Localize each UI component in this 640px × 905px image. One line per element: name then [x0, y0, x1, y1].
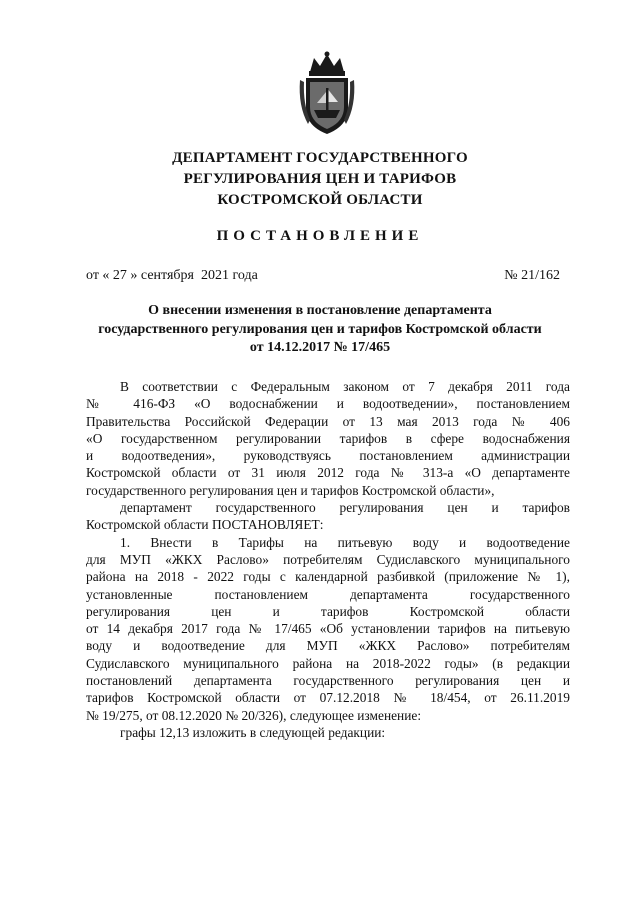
body-line: установленные постановлением департамента государственного [86, 586, 570, 602]
body-line: тарифов Костромской области от 07.12.2018 № 18/454, от 26.11.2019 [86, 690, 570, 706]
body-line: В соответствии с Федеральным законом от 7 декабря 2011 года [120, 379, 570, 394]
body-line: и водоотведения», руководствуясь постановлением администрации [86, 448, 570, 464]
subject-line: государственного регулирования цен и тарифов Костромской области [98, 321, 542, 337]
body-line: постановлений департамента государственного регулирования цен и [86, 673, 570, 689]
body-line: графы 12,13 изложить в следующей редакции: [120, 724, 386, 740]
body-line: государственного регулирования цен и тарифов Костромской области», [86, 482, 495, 498]
body-line: Судиславского муниципального района на 2018-2022 годы» (в редакции [86, 655, 570, 671]
coat-of-arms-emblem [296, 50, 358, 136]
body-line: от 14 декабря 2017 года № 17/465 «Об установлении тарифов на питьевую [86, 621, 570, 637]
department-name-line: КОСТРОМСКОЙ ОБЛАСТИ [217, 192, 423, 208]
document-date: от « 27 » сентября 2021 года [86, 268, 258, 283]
document-number: № 21/162 [504, 268, 560, 283]
body-line: Костромской области ПОСТАНОВЛЯЕТ: [86, 517, 324, 533]
department-name-line: ДЕПАРТАМЕНТ ГОСУДАРСТВЕННОГО [172, 150, 468, 166]
department-name [60, 148, 580, 211]
body-line: Костромской области от 31 июля 2012 года № 313-а «О департаменте [86, 465, 570, 481]
subject-line: от 14.12.2017 № 17/465 [249, 340, 391, 355]
document-body [86, 378, 570, 741]
body-line: «О государственном регулировании тарифов в сфере водоснабжения [86, 430, 570, 446]
document-subject [60, 302, 580, 358]
document-type: ПОСТАНОВЛЕНИЕ [216, 228, 424, 244]
body-line: для МУП «ЖКХ Раслово» потребителям Судиславского муниципального [86, 551, 570, 567]
subject-line: О внесении изменения в постановление департамента [148, 303, 492, 318]
body-line: 1. Внести в Тарифы на питьевую воду и водоотведение [120, 534, 570, 550]
body-line: района на 2018 - 2022 годы с календарной разбивкой (приложение № 1), [86, 569, 570, 585]
body-line: воду и водоотведение для МУП «ЖКХ Раслово» потребителям [86, 638, 570, 654]
body-line: № 416-ФЗ «О водоснабжении и водоотведении», постановлением [86, 396, 570, 412]
date-number-line [86, 268, 560, 284]
department-name-line: РЕГУЛИРОВАНИЯ ЦЕН И ТАРИФОВ [183, 171, 457, 187]
body-line: Правительства Российской Федерации от 13 мая 2013 года № 406 [86, 413, 570, 429]
body-line: регулирования цен и тарифов Костромской области [86, 603, 570, 619]
body-line: № 19/275, от 08.12.2020 № 20/326), следующее изменение: [86, 707, 422, 723]
body-line: департамент государственного регулирования цен и тарифов [120, 500, 570, 516]
